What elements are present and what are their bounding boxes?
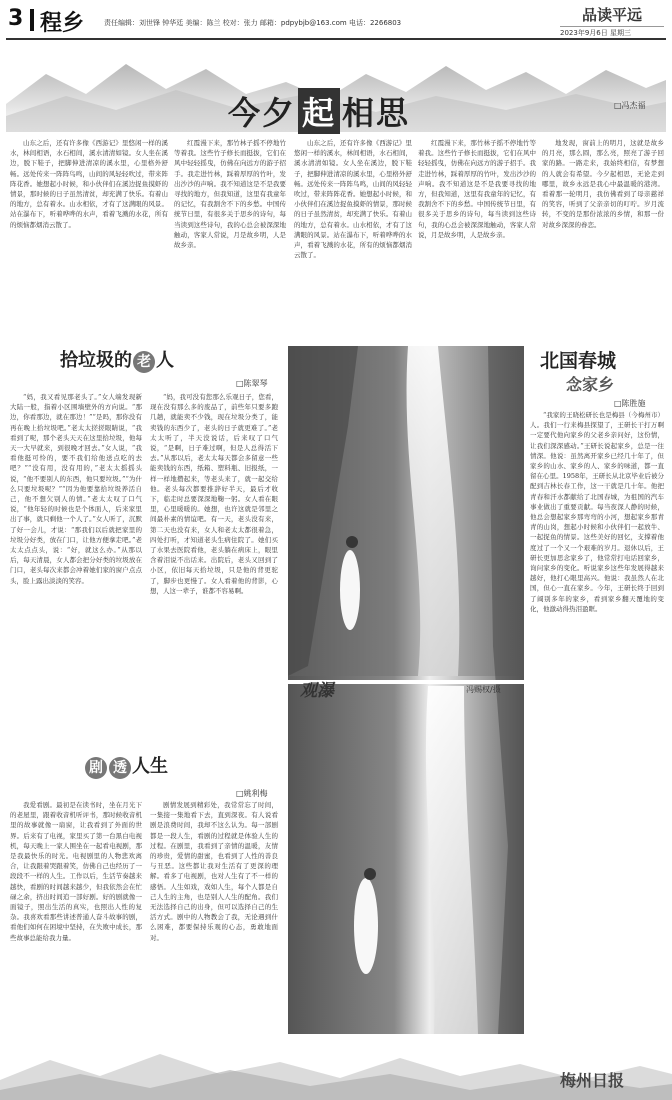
article1-title: [60, 346, 174, 373]
publication-logo: 品读平远: [560, 4, 664, 27]
article3-col4-text: 红霞漫下来，那竹林子摇不停地竹等着我。这些竹子修长而挺拔，它们在风中轻轻摇曳，仿佛在向远方的游子招手。我走进竹林，踩着厚厚的竹叶，发出沙沙的声响。我不知道这是不是我要寻找的地方，但我知道，这里有我童年的记忆，有我割舍不下的乡愁。中国传统节日里，有很多关于思乡的诗句，每当读到这些诗句，我的心总会被深深地触动，客家人常说，月是故乡明，人是故乡亲。: [418, 139, 536, 239]
banner-title-box: 起: [298, 88, 340, 134]
article3-col5: [542, 138, 664, 344]
article2-col1-text: 我爱看剧。最初是在读书时，坐在月光下的老屋里，跟着收音机听评书，那时候收音机里的故事就像一扇窗，让我看到了外面的世界。后来有了电视，家里买了第一台黑白电视机，每天晚上一家人围坐在一起看电视剧，那是我最快乐的时光。电视剧里的人物悲欢离合，让我跟着哭跟着笑，仿佛自己也经历了一段段不一样的人生。工作以后，生活节奏越来越快，看剧的时间越来越少，但我依然会在忙碌之余，挤出时间追一部好剧。好的剧就像一面镜子，照出生活的真实，也照出人性的复杂。我喜欢看那些讲述普通人奋斗故事的剧，看他们如何在困境中坚持，在失败中成长，那些故事总能给我力量。: [10, 801, 142, 942]
article3-col1-text: 山东之后，还有许多像《西游记》里悠闲一样的溪水，林间相语，水石相间，溪水清清如镜。女人坐在溪边，脱下鞋子，把脚伸进清凉的溪水里，心里格外舒畅。远处传来一阵阵鸟鸣，山间的风轻轻吹过，带来阵阵花香。她想起小时候，和小伙伴们在溪边捉鱼摸虾的情景，那时候的日子虽然清贫，却充满了快乐。有着山的地方，总有着水。山水相依，才有了这满眼的风景。站在瀑布下，听着哗哗的水声，看着飞溅的水花，所有的烦恼都烟消云散了。: [10, 139, 168, 229]
article2-col2: [150, 800, 278, 1038]
issue-date: 2023年9月6日 星期三: [560, 29, 631, 37]
article3-col4: [418, 138, 536, 344]
article3-col3-text: 山东之后，还有许多像《西游记》里悠闲一样的溪水，林间相语，水石相间，溪水清清如镜。女人坐在溪边，脱下鞋子，把脚伸进清凉的溪水里，心里格外舒畅。远处传来一阵阵鸟鸣，山间的风轻轻吹过，带来阵阵花香。她想起小时候，和小伙伴们在溪边捉鱼摸虾的情景，那时候的日子虽然清贫，却充满了快乐。有着山的地方，总有着水。山水相依，才有了这满眼的风景。站在瀑布下，听着哗哗的水声，看着飞溅的水花，所有的烦恼都烟消云散了。: [294, 139, 412, 260]
article2-author: □姚利梅: [236, 789, 268, 798]
article3-col2: [174, 138, 286, 344]
editor-credits: 责任编辑：刘世锋 钟华廷 美编：陈兰 校对：张力 邮箱：pdpybjb@163.com 电话：2266803: [104, 19, 402, 27]
article3-col5-text: 地发现，窗前上的明月，这就是故乡的月亮，那么圆，那么亮，照亮了游子回家的路。一路走来，我始终相信，有梦想的人就会有希望。今夕起相思，无论走到哪里，故乡永远是我心中最温暖的港湾。看着那一轮明月，我仿佛看到了母亲慈祥的笑容，听到了父亲亲切的叮咛。岁月流转，不变的是那份浓浓的乡情，和那一份对故乡深深的眷恋。: [542, 139, 664, 229]
article2-title-pre: 剧: [85, 757, 107, 779]
article4-title: 北国春城: [540, 350, 617, 372]
photo-caption: 观瀑: [300, 681, 334, 701]
article2-title-mark: 透: [109, 757, 131, 779]
article2-title-post: 人生: [132, 756, 168, 777]
article2-col1: [10, 800, 142, 1038]
article2-col2-text: 剧情发展到精彩处，我常常忘了时间，一集接一集地看下去，直到深夜。有人说看剧是浪费时间，我却不这么认为。每一部剧都是一段人生，看剧的过程就是体验人生的过程。在剧里，我看到了亲情的温暖，友情的珍贵，爱情的甜蜜，也看到了人性的善良与丑恶。这些都让我对生活有了更深的理解。看多了电视剧，也对人生有了不一样的感悟。人生如戏，戏如人生，每个人都是自己人生的主角，也是别人人生的配角。我们无法选择自己的出身，但可以选择自己的生活方式。剧中的人物教会了我，无论遇到什么困难，都要保持乐观的心态，勇敢地面对。: [150, 801, 278, 942]
article1-col1-text: “妈，我又看见那老头了。”女人端发现新大陆一般，指着小区围墙壁外的方向说。“那边，你看那边，就在那边！”“是吗，那你没有再在晚上拾垃圾吧。”老太太搓搓眼睛说，“我看到了呢，那个老头天天在这里拾垃圾，他每天一大早就来，到很晚才回去。”女人说，“我看他挺可怜的，要不我们给他送点吃的去吧？”“没有用，没有用的，”老太太摇摇头说，“他不要别人的东西，他只要垃圾。”“为什么只要垃圾呢？”“因为他要靠拾垃圾养活自己，他不想欠别人的情。”老太太叹了口气说，“他年轻的时候也是个体面人，后来家里出了事，就只剩他一个人了。”女人听了，沉默了好一会儿，才说：“那我们以后就把家里的垃圾分好类，放在门口，让他方便拿走吧。”老太太点点头，说：“好，就这么办。”从那以后，每天清晨，女人都会把分好类的垃圾放在门口，老头每次来都会冲着她们家的窗户点点头，脸上露出淡淡的笑容。: [10, 393, 142, 585]
article4-author: □陈胜施: [614, 399, 646, 408]
article1-title-pre: 拾垃圾的: [60, 350, 132, 371]
header-divider: [30, 9, 34, 31]
article4-body: [530, 410, 664, 1038]
article3-col3: [294, 138, 412, 344]
article1-author: □陈翠琴: [236, 379, 268, 388]
article3-col1: [10, 138, 168, 344]
article1-col1: [10, 392, 142, 738]
banner-title-pre: 今夕: [228, 94, 297, 132]
banner-author: □冯杰福: [614, 101, 646, 110]
article1-title-post: 人: [156, 350, 174, 371]
banner-title: [228, 88, 410, 134]
banner-title-post: 相思: [342, 94, 411, 132]
article3-col2-text: 红霞漫下来，那竹林子摇不停地竹等着我。这些竹子修长而挺拔，它们在风中轻轻摇曳，仿佛在向远方的游子招手。我走进竹林，踩着厚厚的竹叶，发出沙沙的声响。我不知道这是不是我要寻找的地方，但我知道，这里有我童年的记忆，有我割舍不下的乡愁。中国传统节日里，有很多关于思乡的诗句，每当读到这些诗句，我的心总会被深深地触动，客家人常说，月是故乡明，人是故乡亲。: [174, 139, 286, 250]
article2-title: [84, 752, 168, 779]
article1-col2-text: “妈，我可没有您那么乐观日子，您看，现在没有那么多的废品了，前些年只要多跑几趟，就能卖不少钱，现在垃圾分类了，能卖钱的东西少了，老头的日子就更难了。”老太太听了，半天没说话，后来叹了口气说，“是啊，日子难过啊，但是人总得活下去。”从那以后，老太太每天都会多留意一些能卖钱的东西，纸箱、塑料瓶、旧报纸，一样一样地攒起来，等老头来了，就一起交给他。老头每次都要推辞好半天，最后才收下，临走时总要深深地鞠一躬。女人看在眼里，心里暖暖的。她想，也许这就是邻里之间最朴素的情谊吧。有一天，老头没有来，第二天也没有来，女人和老太太都很着急，四处打听，才知道老头生病住院了。她们买了水果去医院看他，老头躺在病床上，眼里含着泪说不出话来。出院后，老头又回到了小区，依旧每天拾垃圾，只是他的背更驼了，脚步也更慢了。女人看着他的背影，心想，人这一辈子，谁都不容易啊。: [150, 393, 278, 595]
article1-title-mark: 老: [133, 351, 155, 373]
footer-logo: 梅州日报: [560, 1071, 625, 1090]
article4-body-text: “我家的王晓松研长也是梅县（今梅州市）人。我们一行来梅县探望了，王研长干打万啊一定要代他向家乡的父老乡亲问好，这份情，让我们深深感动。”王研长说起家乡，总是一往情深。他说：虽然离开家乡已经几十年了，但家乡的山水、家乡的人、家乡的味道，都一直留在心里。1958年，王研长从北京毕业后被分配到吉林长春工作，这一干就是几十年。他把青春和汗水都献给了北国春城，为祖国的汽车事业做出了重要贡献。每当夜深人静的时候，他总会想起家乡那弯弯的小河，想起家乡那青青的山岗，想起小时候和小伙伴们一起放牛、一起捉鱼的情景。这些美好的回忆，支撑着他度过了一个又一个艰难的岁月。退休以后，王研长更加思念家乡了，他常常打电话回家乡，询问家乡的变化。听说家乡这些年发展得越来越好，他打心眼里高兴。他说：我虽然人在北国，但心一直在家乡。今年，王研长终于回到了阔别多年的家乡，看到家乡翻天覆地的变化，他激动得热泪盈眶。: [530, 411, 664, 613]
page-number: 3: [8, 6, 24, 31]
photo-credit: 冯赐权/摄: [466, 685, 501, 694]
article4-subtitle: 念家乡: [566, 375, 615, 394]
header-rule: [6, 38, 666, 40]
page-header: [0, 0, 672, 40]
article1-col2: [150, 392, 278, 738]
section-title: 程乡: [40, 11, 85, 36]
